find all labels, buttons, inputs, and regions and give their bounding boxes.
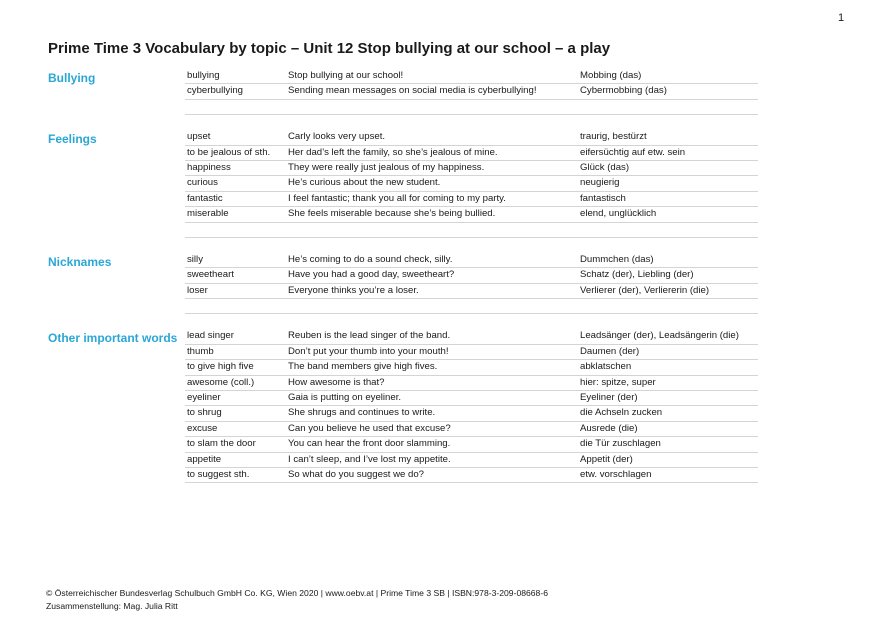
example-sentence: You can hear the front door slamming. bbox=[288, 438, 451, 450]
example-sentence: So what do you suggest we do? bbox=[288, 468, 425, 480]
row-spacer bbox=[185, 100, 758, 115]
english-word: lead singer bbox=[187, 330, 234, 342]
english-word: awesome (coll.) bbox=[187, 376, 255, 388]
example-sentence: Stop bullying at our school! bbox=[288, 70, 404, 81]
german-translation: traurig, bestürzt bbox=[580, 131, 647, 143]
table-row bbox=[185, 468, 758, 483]
table-row bbox=[185, 207, 758, 222]
german-translation: Appetit (der) bbox=[580, 453, 633, 465]
english-word: eyeliner bbox=[187, 392, 221, 404]
table-row bbox=[185, 176, 758, 191]
example-sentence: They were really just jealous of my happiness. bbox=[288, 161, 485, 173]
example-sentence: Everyone thinks you’re a loser. bbox=[288, 284, 419, 296]
english-word: loser bbox=[187, 284, 208, 296]
example-sentence: Can you believe he used that excuse? bbox=[288, 422, 451, 434]
english-word: to suggest sth. bbox=[187, 468, 250, 480]
english-word: cyberbullying bbox=[187, 85, 243, 97]
section-feelings bbox=[46, 130, 756, 238]
german-translation: etw. vorschlagen bbox=[580, 468, 652, 480]
section-other-important-words bbox=[46, 329, 756, 483]
german-translation: Ausrede (die) bbox=[580, 422, 638, 434]
example-sentence: She shrugs and continues to write. bbox=[288, 407, 436, 419]
section-nicknames bbox=[46, 253, 756, 315]
german-translation: Daumen (der) bbox=[580, 345, 640, 357]
example-sentence: He’s coming to do a sound check, silly. bbox=[288, 253, 453, 265]
table-row bbox=[185, 391, 758, 406]
german-translation: Cybermobbing (das) bbox=[580, 85, 667, 97]
section-rows bbox=[185, 329, 758, 483]
example-sentence: Reuben is the lead singer of the band. bbox=[288, 330, 451, 342]
english-word: appetite bbox=[187, 453, 222, 465]
english-word: silly bbox=[187, 253, 203, 265]
row-spacer bbox=[185, 223, 758, 238]
english-word: upset bbox=[187, 131, 211, 143]
example-sentence: How awesome is that? bbox=[288, 376, 385, 388]
row-spacer bbox=[185, 299, 758, 314]
section-rows bbox=[185, 130, 758, 238]
section-rows bbox=[185, 69, 758, 115]
german-translation: Dummchen (das) bbox=[580, 253, 654, 265]
table-row bbox=[185, 146, 758, 161]
german-translation: fantastisch bbox=[580, 192, 626, 204]
table-row bbox=[185, 329, 758, 344]
example-sentence: Her dad’s left the family, so she’s jealous of mine. bbox=[288, 146, 498, 158]
english-word: to slam the door bbox=[187, 438, 256, 450]
example-sentence: Sending mean messages on social media is cyberbullying! bbox=[288, 85, 537, 97]
section-bullying bbox=[46, 69, 756, 115]
german-translation: die Tür zuschlagen bbox=[580, 438, 661, 450]
german-translation: die Achseln zucken bbox=[580, 407, 663, 419]
table-row bbox=[185, 406, 758, 421]
page-title: Prime Time 3 Vocabulary by topic – Unit 12 Stop bullying at our school – a play bbox=[48, 40, 611, 57]
example-sentence: Don’t put your thumb into your mouth! bbox=[288, 345, 449, 357]
example-sentence: I feel fantastic; thank you all for coming to my party. bbox=[288, 192, 506, 204]
english-word: to shrug bbox=[187, 407, 222, 419]
german-translation: Schatz (der), Liebling (der) bbox=[580, 269, 694, 281]
german-translation: elend, unglücklich bbox=[580, 208, 657, 220]
vocabulary-table bbox=[46, 69, 756, 483]
table-row bbox=[185, 284, 758, 299]
example-sentence: I can’t sleep, and I’ve lost my appetite. bbox=[288, 453, 451, 465]
compiled-by: Zusammenstellung: Mag. Julia Ritt bbox=[46, 600, 178, 611]
footer bbox=[46, 587, 548, 612]
english-word: to be jealous of sth. bbox=[187, 146, 271, 158]
example-sentence: Have you had a good day, sweetheart? bbox=[288, 269, 455, 281]
german-translation: neugierig bbox=[580, 177, 620, 189]
topic-heading: Feelings bbox=[48, 132, 97, 147]
english-word: to give high five bbox=[187, 361, 254, 373]
copyright-notice: © Österreichischer Bundesverlag Schulbuch GmbH Co. KG, Wien 2020 | www.oebv.at | Prime Time 3 SB | ISBN:978-3-209-08668-6 bbox=[46, 588, 548, 598]
example-sentence: Carly looks very upset. bbox=[288, 131, 386, 143]
german-translation: Glück (das) bbox=[580, 161, 630, 173]
example-sentence: She feels miserable because she’s being bullied. bbox=[288, 208, 496, 220]
topic-heading: Nicknames bbox=[48, 254, 112, 269]
english-word: miserable bbox=[187, 208, 229, 220]
example-sentence: The band members give high fives. bbox=[288, 361, 438, 373]
english-word: thumb bbox=[187, 345, 214, 357]
example-sentence: Gaia is putting on eyeliner. bbox=[288, 392, 402, 404]
table-row bbox=[185, 69, 758, 84]
german-translation: abklatschen bbox=[580, 361, 632, 373]
table-row bbox=[185, 268, 758, 283]
english-word: excuse bbox=[187, 422, 218, 434]
table-row bbox=[185, 130, 758, 145]
page-number: 1 bbox=[838, 12, 845, 24]
topic-heading: Other important words bbox=[48, 331, 178, 346]
german-translation: eifersüchtig auf etw. sein bbox=[580, 146, 686, 158]
table-row bbox=[185, 437, 758, 452]
table-row bbox=[185, 360, 758, 375]
example-sentence: He’s curious about the new student. bbox=[288, 177, 441, 189]
table-row bbox=[185, 192, 758, 207]
german-translation: Eyeliner (der) bbox=[580, 392, 638, 404]
table-row bbox=[185, 345, 758, 360]
english-word: curious bbox=[187, 177, 218, 189]
table-row bbox=[185, 422, 758, 437]
section-rows bbox=[185, 253, 758, 315]
german-translation: Verlierer (der), Verliererin (die) bbox=[580, 284, 710, 296]
english-word: sweetheart bbox=[187, 269, 234, 281]
english-word: bullying bbox=[187, 70, 220, 81]
table-row bbox=[185, 161, 758, 176]
german-translation: Mobbing (das) bbox=[580, 70, 642, 81]
table-row bbox=[185, 376, 758, 391]
german-translation: hier: spitze, super bbox=[580, 376, 656, 388]
german-translation: Leadsänger (der), Leadsängerin (die) bbox=[580, 330, 739, 342]
english-word: fantastic bbox=[187, 192, 223, 204]
topic-heading: Bullying bbox=[48, 71, 96, 85]
english-word: happiness bbox=[187, 161, 231, 173]
table-row bbox=[185, 253, 758, 268]
table-row bbox=[185, 453, 758, 468]
table-row bbox=[185, 84, 758, 99]
